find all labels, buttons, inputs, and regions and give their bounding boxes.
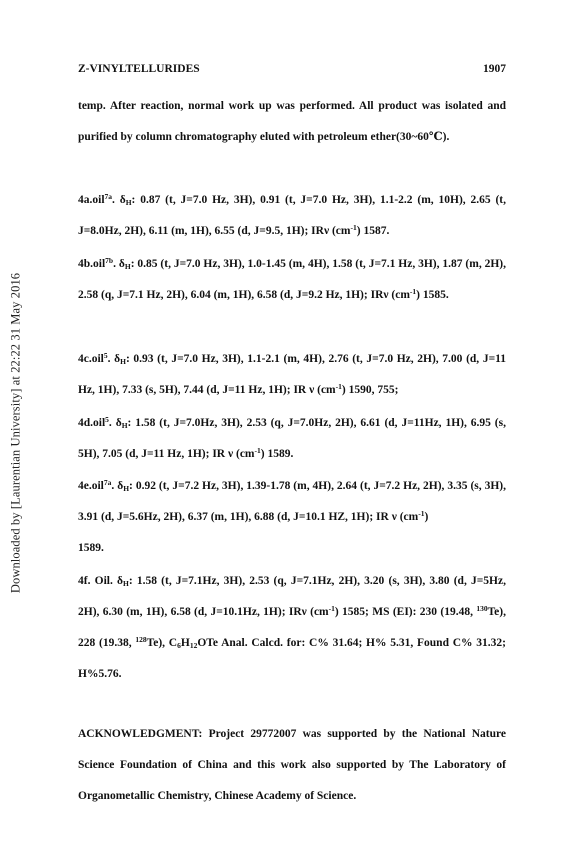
isotope-mass: 128 <box>135 635 147 644</box>
compound-entry-4b <box>78 249 506 311</box>
ms-data: Te), 228 (19.38, <box>78 606 506 649</box>
ir-data: ) 1589. <box>260 448 294 460</box>
compound-state: .oil <box>90 258 106 270</box>
wavenumber-exponent: -1 <box>409 287 417 296</box>
nmr-nucleus: H <box>120 357 126 366</box>
compound-label: 4c <box>78 353 89 365</box>
compound-state: .oil <box>88 480 104 492</box>
compound-state: .oil <box>88 353 104 365</box>
intro-paragraph <box>78 91 506 153</box>
ms-data: ) 1585; MS (EI): 230 (19.48, <box>334 606 477 618</box>
wavenumber-exponent: -1 <box>418 509 425 518</box>
nmr-data: : 0.85 (t, J=7.0 Hz, 3H), 1.0-1.45 (m, 4H), 1.58 (t, J=7.1 Hz, 3H), 1.87 (m, 2H), 2.58 (q, J=7.1 Hz, 2H), 6.04 (m, 1H), 6.58 (d, J=9.2 Hz, 1H); IRν (cm <box>78 258 506 301</box>
formula-subscript: 6 <box>177 641 181 650</box>
compound-state: . Oil. δ <box>87 575 124 587</box>
reference-mark: 7a <box>104 192 113 201</box>
nmr-nucleus: H <box>123 484 130 493</box>
nmr-delta: . δ <box>112 194 126 206</box>
nmr-data: : 1.58 (t, J=7.1Hz, 3H), 2.53 (q, J=7.1Hz, 2H), 3.20 (s, 3H), 3.80 (d, J=5Hz, 2H), 6.30 (m, 1H), 6.58 (d, J=10.1Hz, 1H); IRν (cm <box>78 575 506 618</box>
compound-entry-4a <box>78 185 506 247</box>
formula-text: Te), C <box>146 637 178 649</box>
ir-data: ) 1587. <box>356 225 390 237</box>
compound-entry-4f <box>78 566 506 690</box>
analysis-data: OTe Anal. Calcd. for: C% 31.64; H% 5.31, Found C% 31.32; H%5.76. <box>78 637 506 680</box>
nmr-delta: . δ <box>107 353 121 365</box>
acknowledgment-heading: ACKNOWLEDGMENT <box>78 728 199 740</box>
reference-mark: 5 <box>103 351 108 360</box>
nmr-delta: . δ <box>108 417 122 429</box>
running-title: Z-VINYLTELLURIDES <box>78 63 200 75</box>
nmr-nucleus: H <box>123 579 129 588</box>
compound-label: 4f <box>78 575 88 587</box>
nmr-data: : 0.92 (t, J=7.2 Hz, 3H), 1.39-1.78 (m, 4H), 2.64 (t, J=7.2 Hz, 2H), 3.35 (s, 3H), 3.91 (d, J=5.6Hz, 2H), 6.37 (m, 1H), 6.88 (d, J=10.1 HZ, 1H); IR ν (cm <box>78 480 506 523</box>
reference-mark: 7b <box>105 256 114 265</box>
formula-text: H <box>180 637 190 649</box>
compound-label: 4d <box>78 417 91 429</box>
wavenumber-exponent: -1 <box>328 604 335 613</box>
wavenumber-exponent: -1 <box>350 223 357 232</box>
nmr-nucleus: H <box>125 198 132 207</box>
nmr-nucleus: H <box>124 262 131 271</box>
compound-state: .oil <box>89 194 105 206</box>
compound-label: 4e <box>78 480 89 492</box>
wavenumber-exponent: -1 <box>335 382 342 391</box>
ir-data: ) 1585. <box>416 289 449 301</box>
ir-data: ) 1589. <box>78 511 429 554</box>
isotope-mass: 130 <box>476 604 488 613</box>
compound-entry-4e <box>78 471 506 564</box>
nmr-delta: . δ <box>111 480 124 492</box>
intro-text: temp. After reaction, normal work up was performed. All product was isolated and purified by column chromatography eluted with petroleum ether(30~60℃). <box>78 100 506 143</box>
acknowledgment-section <box>78 719 506 812</box>
formula-subscript: 12 <box>189 641 198 650</box>
compound-label: 4b <box>78 258 91 270</box>
download-watermark <box>8 258 24 607</box>
compound-label: 4a <box>78 194 90 206</box>
nmr-data: : 0.93 (t, J=7.0 Hz, 3H), 1.1-2.1 (m, 4H), 2.76 (t, J=7.0 Hz, 2H), 7.00 (d, J=11 Hz, 1H), 7.33 (s, 5H), 7.44 (d, J=11 Hz, 1H); IR ν (cm <box>78 353 506 396</box>
compound-entry-4d <box>78 408 506 470</box>
page-number: 1907 <box>483 63 506 75</box>
nmr-data: : 1.58 (t, J=7.0Hz, 3H), 2.53 (q, J=7.0Hz, 2H), 6.61 (d, J=11Hz, 1H), 6.95 (s, 5H), 7.05 (d, J=11 Hz, 1H); IR ν (cm <box>78 417 506 460</box>
download-watermark-text: Downloaded by [Laurentian University] at 22:22 31 May 2016 <box>8 272 23 593</box>
compound-state: .oil <box>90 417 106 429</box>
compound-entry-4c <box>78 344 506 406</box>
reference-mark: 5 <box>105 415 109 424</box>
acknowledgment-text: : Project 29772007 was supported by the National Nature Science Foundation of China and this work also supported by The Laboratory of Organometallic Chemistry, Chinese Academy of Science. <box>78 728 506 802</box>
ir-data: ) 1590, 755; <box>341 384 399 396</box>
reference-mark: 7a <box>103 478 112 487</box>
wavenumber-exponent: -1 <box>254 446 261 455</box>
nmr-delta: . δ <box>113 258 125 270</box>
nmr-nucleus: H <box>121 421 128 430</box>
nmr-data: : 0.87 (t, J=7.0 Hz, 3H), 0.91 (t, J=7.0 Hz, 3H), 1.1-2.2 (m, 10H), 2.65 (t, J=8.0Hz, 2H), 6.11 (m, 1H), 6.55 (d, J=9.5, 1H); IRν (cm <box>78 194 506 237</box>
